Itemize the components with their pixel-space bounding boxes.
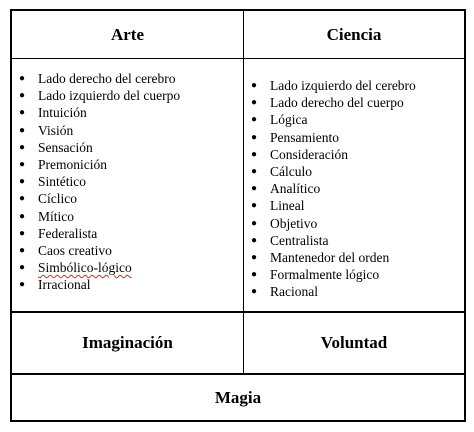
list-item <box>18 259 180 276</box>
bullet-icon: ● <box>19 210 26 222</box>
list-item: ● Cálculo <box>251 164 312 180</box>
list-item: ● Lado izquierdo del cuerpo <box>19 88 181 104</box>
bullet-icon: ● <box>19 245 26 257</box>
comparison-table <box>10 9 466 422</box>
list-item: ● Objetivo <box>251 215 318 231</box>
bullet-icon: ● <box>251 217 258 229</box>
list-item: ● Lado izquierdo del cerebro <box>251 78 416 93</box>
bullet-icon: ● <box>19 193 26 205</box>
list-item: ● Mítico <box>19 208 74 224</box>
list-item: ● Caos creativo <box>19 243 112 259</box>
arte-list <box>18 70 180 294</box>
bullet-icon: ● <box>251 269 258 281</box>
column-divider <box>243 11 244 373</box>
bullet-icon: ● <box>19 176 26 188</box>
list-item: ● Lineal <box>251 198 305 214</box>
bullet-icon: ● <box>19 107 26 119</box>
list-item: ● Analítico <box>251 181 321 197</box>
list-item: ● Cíclico <box>19 191 77 207</box>
bullet-icon: ● <box>251 200 258 212</box>
list-item: ● Formalmente lógico <box>251 267 380 283</box>
header-ciencia: Ciencia <box>326 25 382 44</box>
bullet-icon: ● <box>251 183 258 195</box>
header-divider <box>12 58 464 59</box>
ciencia-list <box>250 77 416 301</box>
list-item: ● Sintético <box>19 174 86 190</box>
list-item: ● Intuición <box>19 105 87 121</box>
result-divider <box>12 373 464 375</box>
list-divider <box>12 311 464 313</box>
header-arte: Arte <box>110 25 145 44</box>
list-item: ● Lógica <box>251 112 308 128</box>
bullet-icon: ● <box>251 114 258 126</box>
list-item: ● Irracional <box>19 277 91 293</box>
bullet-icon: ● <box>19 262 26 274</box>
bullet-icon: ● <box>251 80 258 91</box>
list-item: ● Pensamiento <box>251 129 339 145</box>
list-item: ● Centralista <box>251 232 329 248</box>
list-item: ● Racional <box>251 284 318 300</box>
bullet-icon: ● <box>251 234 258 246</box>
result-imaginacion: Imaginación <box>82 333 173 352</box>
list-item: ● Sensación <box>19 139 93 155</box>
bullet-icon: ● <box>19 124 26 136</box>
spellcheck-marked-text: Simbólico-lógico <box>38 260 132 276</box>
footer-magia: Magia <box>214 388 262 407</box>
bullet-icon: ● <box>251 97 258 109</box>
bullet-icon: ● <box>251 252 258 264</box>
bullet-icon: ● <box>251 286 258 298</box>
bullet-icon: ● <box>251 148 258 160</box>
bullet-icon: ● <box>251 166 258 178</box>
list-item: ● Lado derecho del cerebro <box>19 71 176 86</box>
list-item: ● Premonición <box>19 157 107 173</box>
bullet-icon: ● <box>19 141 26 153</box>
bullet-icon: ● <box>19 227 26 239</box>
bullet-icon: ● <box>19 90 26 102</box>
list-item: ● Lado derecho del cuerpo <box>251 95 404 111</box>
bullet-icon: ● <box>19 279 26 291</box>
list-item: ● Mantenedor del orden <box>251 250 390 266</box>
result-voluntad: Voluntad <box>320 333 388 352</box>
list-item: ● Consideración <box>251 146 348 162</box>
bullet-icon: ● <box>19 159 26 171</box>
list-item: ● Federalista <box>19 225 98 241</box>
bullet-icon: ● <box>251 131 258 143</box>
list-item: ● Visión <box>19 122 74 138</box>
bullet-icon: ● <box>19 73 26 84</box>
